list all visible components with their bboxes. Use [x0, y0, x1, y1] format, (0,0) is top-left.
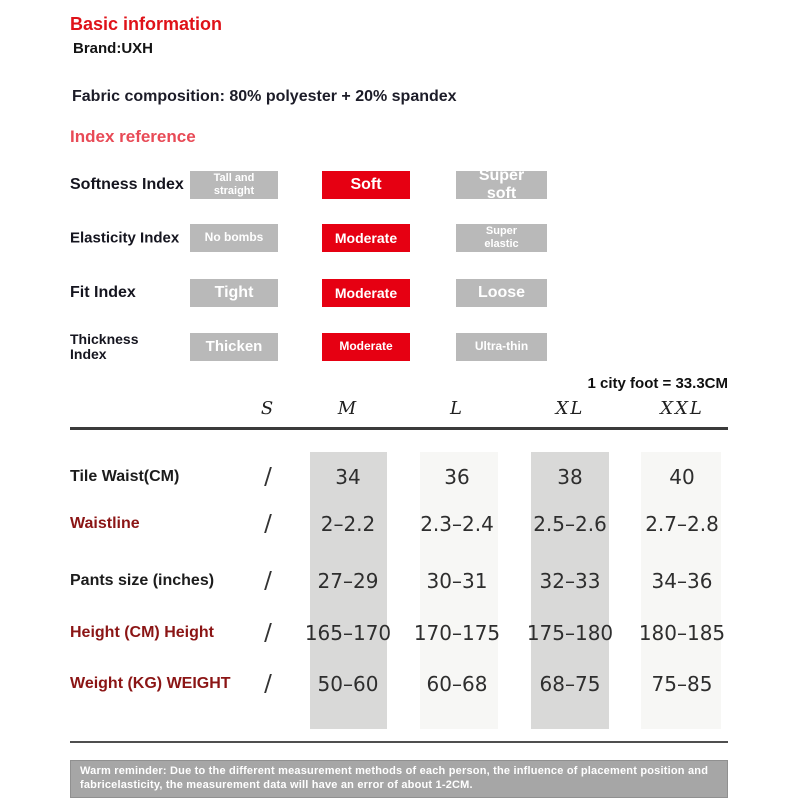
- index-option: Loose: [456, 279, 547, 307]
- row-label: Weight (KG) WEIGHT: [70, 675, 231, 692]
- warm-reminder-banner: Warm reminder: Due to the different measurement methods of each person, the influence of placement position and fabricelasticity, the measurement data will have an error of about 1-2CM.: [70, 760, 728, 798]
- cell-value: 60–68: [426, 672, 488, 696]
- cell-value: 38: [557, 465, 583, 489]
- cell-value: /: [264, 464, 272, 490]
- cell-value: 68–75: [539, 672, 601, 696]
- table-row-tile-waist: [0, 462, 800, 492]
- table-row-pants-size: [0, 566, 800, 596]
- index-reference-title: Index reference: [70, 127, 196, 146]
- index-option-selected: Moderate: [322, 224, 410, 252]
- table-top-rule: [70, 427, 728, 430]
- size-column-header: XL: [555, 398, 585, 419]
- cell-value: /: [264, 511, 272, 537]
- basic-information-title: Basic information: [70, 14, 223, 34]
- cell-value: /: [264, 568, 272, 594]
- cell-value: 36: [444, 465, 470, 489]
- cell-value: /: [264, 671, 272, 697]
- cell-value: 50–60: [317, 672, 379, 696]
- row-label: Waistline: [70, 515, 140, 532]
- index-option: Ultra-thin: [456, 333, 547, 361]
- row-label: Pants size (inches): [70, 572, 215, 589]
- table-bottom-rule: [70, 741, 728, 743]
- index-option-selected: Moderate: [322, 333, 410, 361]
- table-row-weight: [0, 669, 800, 699]
- size-column-header: M: [337, 398, 359, 419]
- index-row-label: Fit Index: [70, 284, 136, 301]
- brand-text: Brand:UXH: [73, 40, 154, 57]
- cell-value: 34–36: [651, 569, 713, 593]
- cell-value: 2–2.2: [320, 512, 376, 536]
- index-row-elasticity: [0, 224, 800, 252]
- cell-value: 2.7–2.8: [645, 512, 719, 536]
- index-option: Super soft: [456, 171, 547, 199]
- cell-value: 32–33: [539, 569, 601, 593]
- unit-conversion-note: 1 city foot = 33.3CM: [587, 375, 728, 392]
- index-option: Thicken: [190, 333, 278, 361]
- cell-value: 34: [335, 465, 361, 489]
- index-option: Tight: [190, 279, 278, 307]
- size-column-header: XXL: [660, 398, 704, 419]
- cell-value: 27–29: [317, 569, 379, 593]
- index-option: Tall and straight: [190, 171, 278, 199]
- size-column-header: L: [450, 398, 464, 419]
- cell-value: /: [264, 620, 272, 646]
- index-row-label: Elasticity Index: [70, 229, 180, 247]
- index-row-label: Softness Index: [70, 176, 184, 193]
- table-row-waistline: [0, 509, 800, 539]
- index-row-label: Thickness Index: [70, 331, 139, 362]
- row-label: Tile Waist(CM): [70, 468, 180, 485]
- fabric-composition-text: Fabric composition: 80% polyester + 20% spandex: [72, 88, 457, 105]
- cell-value: 2.5–2.6: [533, 512, 607, 536]
- cell-value: 170–175: [413, 621, 501, 645]
- cell-value: 40: [669, 465, 695, 489]
- cell-value: 2.3–2.4: [420, 512, 494, 536]
- index-option: Super elastic: [456, 224, 547, 252]
- row-label: Height (CM) Height: [70, 624, 214, 641]
- index-option: No bombs: [190, 224, 278, 252]
- cell-value: 165–170: [304, 621, 392, 645]
- index-option-selected: Soft: [322, 171, 410, 199]
- cell-value: 75–85: [651, 672, 713, 696]
- cell-value: 180–185: [638, 621, 726, 645]
- index-row-thickness: [0, 333, 800, 361]
- index-row-fit: [0, 279, 800, 307]
- cell-value: 30–31: [426, 569, 488, 593]
- size-column-header: S: [260, 398, 276, 419]
- cell-value: 175–180: [526, 621, 614, 645]
- index-row-softness: [0, 166, 800, 202]
- table-row-height: [0, 618, 800, 648]
- index-option-selected: Moderate: [322, 279, 410, 307]
